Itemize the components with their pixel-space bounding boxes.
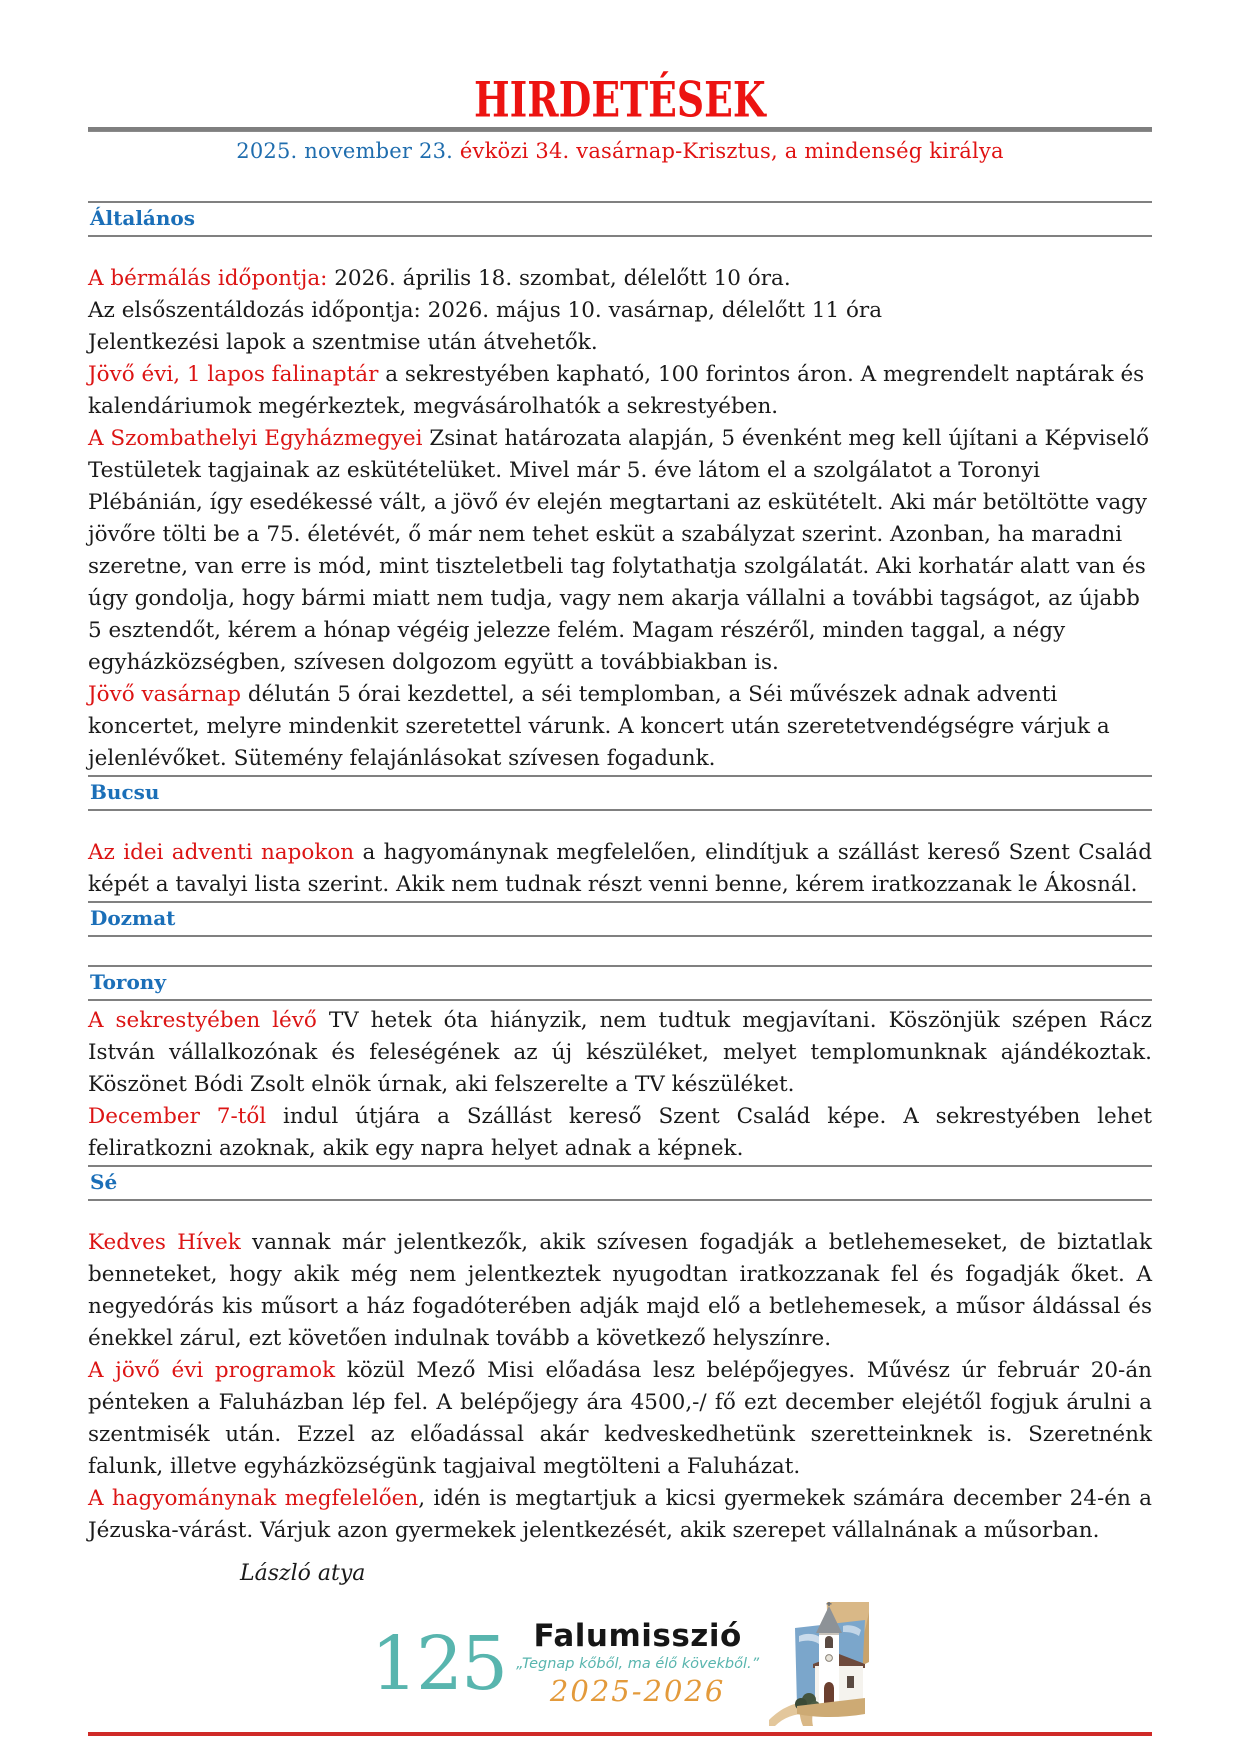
section-heading-torony: Torony bbox=[88, 965, 1152, 1001]
paragraph bbox=[88, 1101, 1152, 1165]
signature: László atya bbox=[240, 1561, 366, 1586]
spacer bbox=[88, 937, 1152, 965]
paragraph-lead: Jövő évi, 1 lapos falinaptár bbox=[88, 362, 379, 387]
paragraph-text: a sekrestyében kapható, 100 forintos áron. A megrendelt naptárak és kalendáriumok megérkeztek, megvásárolhatók a sekrestyében. bbox=[88, 362, 1145, 419]
logo-years: 2025-2026 bbox=[549, 1673, 726, 1708]
paragraph-lead: December 7-től bbox=[88, 1104, 267, 1129]
paragraph-lead: A hagyománynak megfelelően bbox=[88, 1486, 419, 1511]
paragraph bbox=[88, 1227, 1152, 1355]
falumisszio-logo bbox=[88, 1602, 1152, 1726]
paragraph-lead: A jövő évi programok bbox=[88, 1358, 336, 1383]
paragraph-lead: Jövő vasárnap bbox=[88, 682, 242, 707]
paragraph-lead: A bérmálás időpontja: bbox=[88, 266, 328, 291]
logo-name: Falumisszió bbox=[533, 1617, 742, 1654]
paragraph-text: 2026. április 18. szombat, délelőtt 10 óra. bbox=[327, 266, 791, 291]
spacer bbox=[88, 811, 1152, 837]
paragraph-text: Az elsőszentáldozás időpontja: 2026. május 10. vasárnap, délelőtt 11 óra bbox=[88, 298, 883, 323]
section-heading-dozmat: Dozmat bbox=[88, 901, 1152, 937]
title-wrap bbox=[88, 71, 1152, 129]
paragraph bbox=[88, 679, 1152, 775]
logo-anniversary-number: 125 bbox=[370, 1620, 507, 1707]
paragraph bbox=[88, 1483, 1152, 1547]
section-heading-altalanos: Általános bbox=[88, 201, 1152, 237]
paragraph-lead: A sekrestyében lévő bbox=[88, 1008, 317, 1033]
paragraph-lead: Az idei adventi napokon bbox=[88, 840, 355, 865]
paragraph-lead: A Szombathelyi Egyházmegyei bbox=[88, 426, 423, 451]
spacer bbox=[88, 1201, 1152, 1227]
paragraph-text: indul útjára a Szállást kereső Szent Család képe. A sekrestyében lehet feliratkozni azoknak, akik egy napra helyet adnak a képnek. bbox=[88, 1104, 1152, 1161]
paragraph bbox=[88, 295, 1152, 327]
section-heading-se: Sé bbox=[88, 1165, 1152, 1201]
logo-tagline: „Tegnap kőből, ma élő kövekből.” bbox=[516, 1655, 760, 1672]
paragraph-text: TV hetek óta hiányzik, nem tudtuk megjavítani. Köszönjük szépen Rácz István vállalkozónak és feleségének az új készüléket, melyet templomunknak ajándékoztak. Köszönet Bódi Zsolt elnök úrnak, aki felszerelte a TV készüléket. bbox=[88, 1008, 1152, 1097]
paragraph bbox=[88, 1005, 1152, 1101]
subtitle-feast: évközi 34. vasárnap-Krisztus, a mindenség királya bbox=[453, 139, 1004, 163]
spacer bbox=[88, 237, 1152, 263]
paragraph-text: vannak már jelentkezők, akik szívesen fogadják a betlehemeseket, de biztatlak benneteket, hogy akik még nem jelentkeztek nyugodtan iratkozzanak fel és fogadják őket. A negyedórás kis műsort a ház fogadóterében adják majd elő a betlehemesek, a műsor áldással és énekkel zárul, ezt követően indulnak tovább a következő helyszínre. bbox=[88, 1230, 1152, 1351]
paragraph bbox=[88, 359, 1152, 423]
paragraph bbox=[88, 423, 1152, 679]
subtitle bbox=[88, 139, 1152, 163]
paragraph-lead: Kedves Hívek bbox=[88, 1230, 241, 1255]
subtitle-date: 2025. november 23. bbox=[236, 139, 454, 163]
bottom-divider bbox=[88, 1732, 1152, 1736]
paragraph-text: Zsinat határozata alapján, 5 évenként meg kell újítani a Képviselő Testületek tagjainak az eskütételüket. Mivel már 5. éve látom el a szolgálatot a Toronyi Plébánián, így esedékessé vált, a jövő év elején megtartani az eskütételt. Aki már betöltötte vagy jövőre tölti be a 75. életévét, ő már nem tehet esküt a szabályzat szerint. Azonban, ha maradni szeretne, van erre is mód, mint tiszteletbeli tag folytathatja szolgálatát. Aki korhatár alatt van és úgy gondolja, hogy bármi miatt nem tudja, vagy nem akarja vállalni a további tagságot, az újabb 5 esztendőt, kérem a hónap végéig jelezze felém. Magam részéről, minden taggal, a négy egyházközségben, szívesen dolgozom együtt a továbbiakban is. bbox=[88, 426, 1150, 675]
paragraph-text: közül Mező Misi előadása lesz belépőjegyes. Művész úr február 20-án pénteken a Faluházban lép fel. A belépőjegy ára 4500,-/ fő ezt december elejétől fogjuk árulni a szentmisék után. Ezzel az előadással akár kedveskedhetünk szeretteinknek is. Szeretnénk falunk, illetve egyházközségünk tagjaival megtölteni a Faluházat. bbox=[88, 1358, 1152, 1479]
paragraph-text: délután 5 órai kezdettel, a séi templomban, a Séi művészek adnak adventi koncertet, melyre mindenkit szeretettel várunk. A koncert után szeretetvendégségre várjuk a jelenlévőket. Sütemény felajánlásokat szívesen fogadunk. bbox=[88, 682, 1110, 771]
paragraph-text: a hagyománynak megfelelően, elindítjuk a szállást kereső Szent Család képét a tavalyi lista szerint. Akik nem tudnak részt venni benne, kérem iratkozzanak le Ákosnál. bbox=[88, 840, 1152, 897]
page-title: HIRDETÉSEK bbox=[474, 71, 766, 129]
paragraph bbox=[88, 263, 1152, 295]
paragraph bbox=[88, 1355, 1152, 1483]
paragraph-text: , idén is megtartjuk a kicsi gyermekek számára december 24-én a Jézuska-várást. Várjuk azon gyermekek jelentkezését, akik szerepet vállalnának a műsorban. bbox=[88, 1486, 1152, 1543]
paragraph bbox=[88, 837, 1152, 901]
logo-text-column bbox=[516, 1617, 760, 1708]
section-heading-bucsu: Bucsu bbox=[88, 775, 1152, 811]
paragraph bbox=[88, 327, 1152, 359]
paragraph-text: Jelentkezési lapok a szentmise után átvehetők. bbox=[88, 330, 598, 355]
church-image bbox=[769, 1602, 869, 1726]
